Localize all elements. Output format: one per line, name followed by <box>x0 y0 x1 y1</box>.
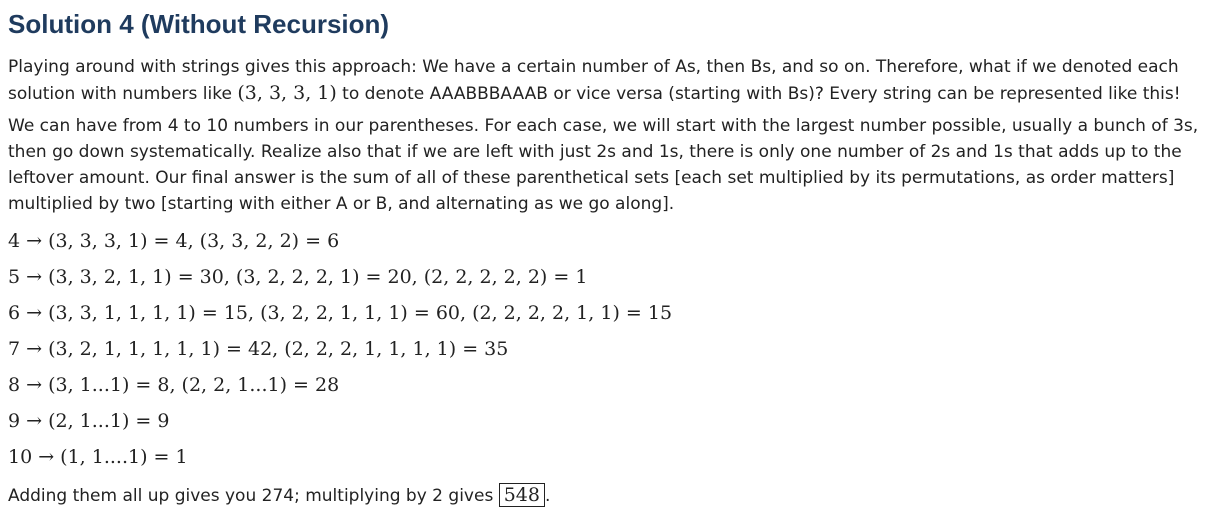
math-line-9: 9 → (2, 1...1) = 9 <box>8 410 170 432</box>
boxed-answer: 548 <box>499 483 545 507</box>
solution-heading: Solution 4 (Without Recursion) <box>8 9 390 39</box>
final-answer-line <box>8 483 1208 507</box>
math-lines <box>8 223 1208 475</box>
final-answer-period: . <box>544 486 551 506</box>
inline-math-tuple: (3, 3, 3, 1) <box>237 82 337 104</box>
math-line-5: 5 → (3, 3, 2, 1, 1) = 30, (3, 2, 2, 2, 1) = 20, (2, 2, 2, 2, 2) = 1 <box>8 266 588 288</box>
math-line-8: 8 → (3, 1...1) = 8, (2, 2, 1...1) = 28 <box>8 374 340 396</box>
math-line-6: 6 → (3, 3, 1, 1, 1, 1) = 15, (3, 2, 2, 1, 1, 1) = 60, (2, 2, 2, 2, 1, 1) = 15 <box>8 302 673 324</box>
math-line-10: 10 → (1, 1....1) = 1 <box>8 446 188 468</box>
final-answer-text: Adding them all up gives you 274; multiplying by 2 gives <box>8 486 499 506</box>
paragraph-intro <box>8 54 1208 107</box>
math-line-4: 4 → (3, 3, 3, 1) = 4, (3, 3, 2, 2) = 6 <box>8 230 340 252</box>
paragraph-intro-text-after: to denote AAABBBAAAB or vice versa (starting with Bs)? Every string can be represented like this! <box>336 84 1181 104</box>
paragraph-intro-text-before: Playing around with strings gives this approach: We have a certain number of As, then Bs, and so on. Therefore, what if we denoted each solution with numbers like <box>8 57 1179 104</box>
math-line-7: 7 → (3, 2, 1, 1, 1, 1, 1) = 42, (2, 2, 2, 1, 1, 1, 1) = 35 <box>8 338 509 360</box>
paragraph-method: We can have from 4 to 10 numbers in our parentheses. For each case, we will start with the largest number possible, usually a bunch of 3s, then go down systematically. Realize also that if we are left with just 2s and 1s, there is only one number of 2s and 1s that adds up to the leftover amount. Our final answer is the sum of all of these parenthetical sets [each set multiplied by its permutations, as order matters] multiplied by two [starting with either A or B, and alternating as we go along]. <box>8 116 1199 214</box>
